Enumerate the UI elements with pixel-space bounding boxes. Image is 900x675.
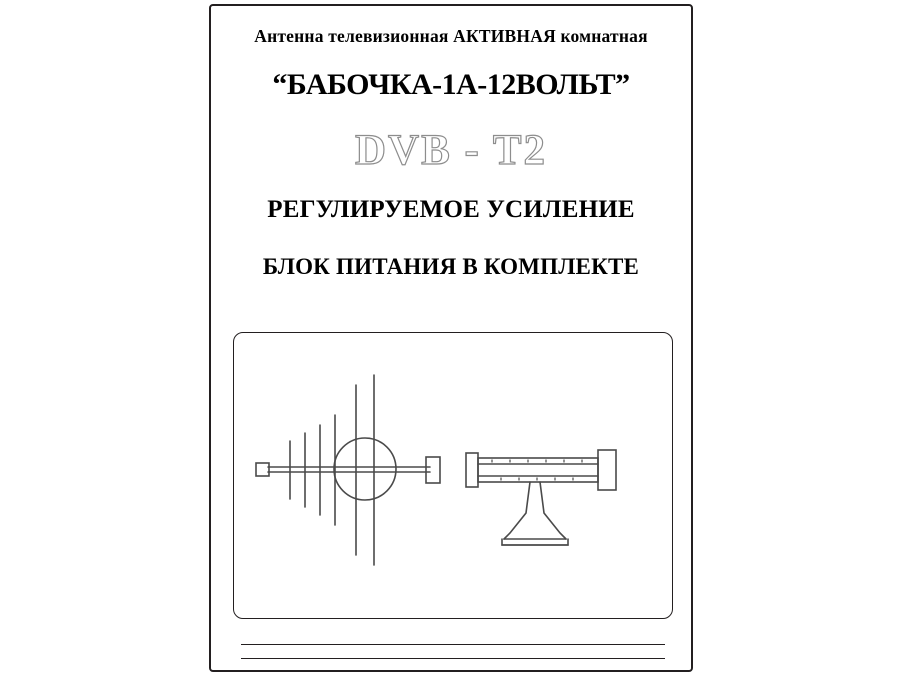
- feature-adjustable-gain: РЕГУЛИРУЕМОЕ УСИЛЕНИЕ: [267, 196, 635, 223]
- feature-power-supply-included: БЛОК ПИТАНИЯ В КОМПЛЕКТЕ: [262, 254, 640, 279]
- bottom-rule-upper: [241, 644, 665, 645]
- product-model-name: “БАБОЧКА-1А-12ВОЛЬТ”: [272, 68, 630, 101]
- package-front-panel: [209, 4, 693, 672]
- product-category-line: Антенна телевизионная АКТИВНАЯ комнатная: [254, 26, 648, 46]
- bottom-rule-lower: [241, 658, 665, 659]
- antenna-product-illustration: [234, 333, 671, 617]
- dvb-standard-label: DVB - T2: [354, 127, 547, 174]
- illustration-frame: [233, 332, 673, 619]
